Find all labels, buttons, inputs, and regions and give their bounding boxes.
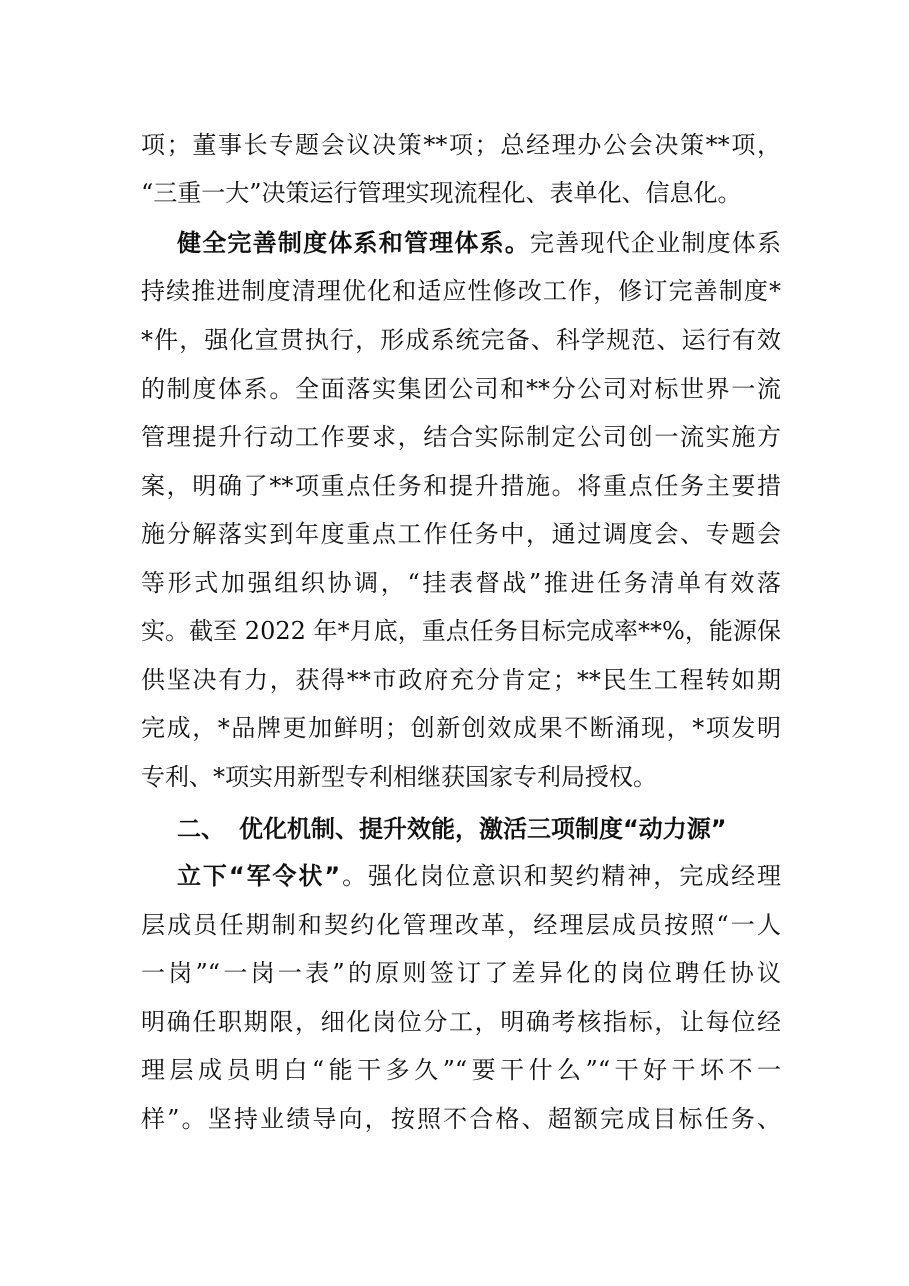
paragraph-2-line-5: 管理提升行动工作要求，结合实际制定公司创一流实施方 xyxy=(141,423,781,451)
paragraph-2-line-1 xyxy=(177,227,781,259)
paragraph-3-line-3: 一岗”“一岗一表”的原则签订了差异化的岗位聘任协议 xyxy=(141,959,781,987)
paragraph-2-line-8: 等形式加强组织协调，“挂表督战”推进任务清单有效落 xyxy=(141,569,781,597)
paragraph-3-line-1 xyxy=(177,860,781,892)
paragraph-2-line-10: 供坚决有力，获得**市政府充分肯定；**民生工程转如期 xyxy=(141,666,781,694)
paragraph-3-line-1-rest: 。强化岗位意识和契约精神，完成经理 xyxy=(340,862,782,890)
paragraph-2-line-2: 持续推进制度清理优化和适应性修改工作，修订完善制度* xyxy=(141,277,781,305)
paragraph-2-line-3: *件，强化宣贯执行，形成系统完备、科学规范、运行有效 xyxy=(141,326,781,354)
section-number: 二、 xyxy=(177,815,225,843)
paragraph-2-line-7: 施分解落实到年度重点工作任务中，通过调度会、专题会 xyxy=(141,520,781,548)
paragraph-1-line-1: 项；董事长专题会议决策**项；总经理办公会决策**项， xyxy=(141,131,781,159)
paragraph-2-line-1-rest: 完善现代企业制度体系 xyxy=(530,229,782,257)
section-heading xyxy=(177,813,777,845)
paragraph-2-lead: 健全完善制度体系和管理体系。 xyxy=(177,229,531,257)
paragraph-3-line-2: 层成员任期制和契约化管理改革，经理层成员按照“一人 xyxy=(141,911,781,939)
paragraph-2-line-12: 专利、*项实用新型专利相继获国家专利局授权。 xyxy=(141,763,657,791)
paragraph-2-line-11: 完成，*品牌更加鲜明；创新创效成果不断涌现，*项发明 xyxy=(141,714,781,742)
paragraph-2-line-6: 案，明确了**项重点任务和提升措施。将重点任务主要措 xyxy=(141,472,781,500)
paragraph-3-line-4: 明确任职期限，细化岗位分工，明确考核指标，让每位经 xyxy=(141,1008,781,1036)
paragraph-3-line-5: 理层成员明白“能干多久”“要干什么”“干好干坏不一 xyxy=(141,1056,781,1084)
paragraph-3-line-6: 样”。坚持业绩导向，按照不合格、超额完成目标任务、 xyxy=(141,1105,781,1133)
paragraph-1-line-2: “三重一大”决策运行管理实现流程化、表单化、信息化。 xyxy=(141,179,742,207)
paragraph-2-line-9: 实。截至 2022 年*月底，重点任务目标完成率**%，能源保 xyxy=(141,617,781,645)
section-title: 优化机制、提升效能，激活三项制度“动力源” xyxy=(239,815,727,843)
paragraph-3-lead: 立下“军令状” xyxy=(177,862,341,890)
paragraph-2-line-4: 的制度体系。全面落实集团公司和**分公司对标世界一流 xyxy=(141,375,781,403)
